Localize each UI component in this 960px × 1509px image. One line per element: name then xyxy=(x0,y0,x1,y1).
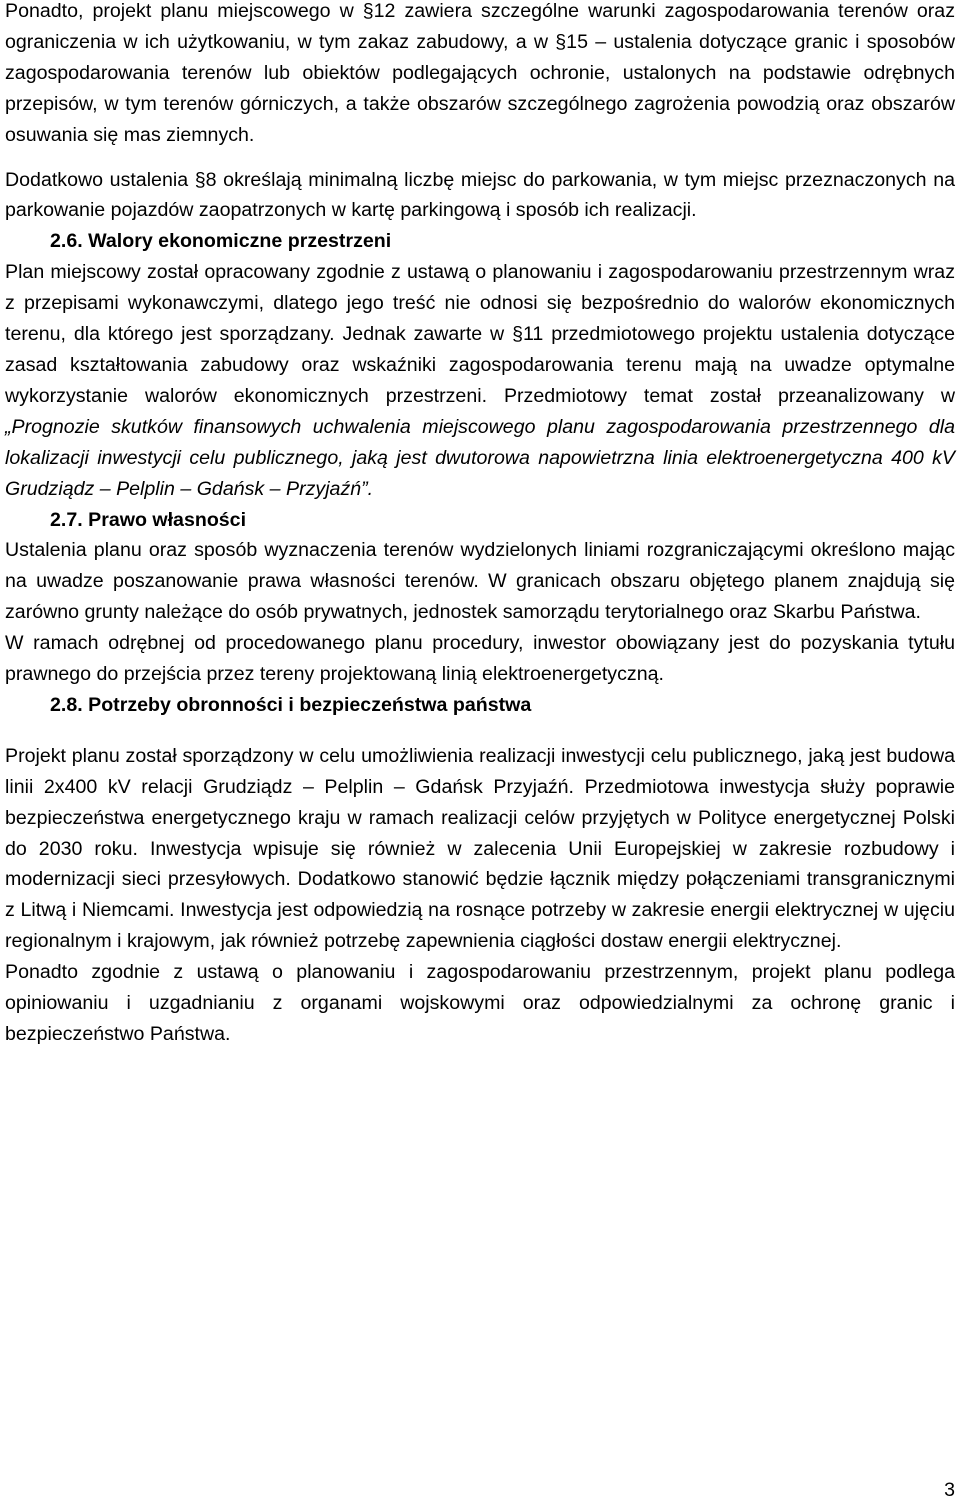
section-heading-2-6: 2.6. Walory ekonomiczne przestrzeni xyxy=(50,230,392,253)
paragraph-ownership: Ustalenia planu oraz sposób wyznaczenia terenów wydzielonych liniami rozgraniczającymi określono mając na uwadze poszanowanie prawa własności terenów. W granicach obszaru objętego planem znajdują się zarówno grunty należące do osób prywatnych, jednostek samorządu terytorialnego oraz Skarbu Państwa. xyxy=(5,539,955,624)
section-heading-2-7: 2.7. Prawo własności xyxy=(50,508,247,531)
paragraph-military-consultation: Ponadto zgodnie z ustawą o planowaniu i zagospodarowaniu przestrzennym, projekt planu podlega opiniowaniu i uzgadnianiu z organami wojskowymi oraz odpowiedzialnymi za ochronę granic i bezpieczeństwo Państwa. xyxy=(5,961,955,1045)
page-number: 3 xyxy=(944,1479,955,1501)
forecast-title-italic: „Prognozie skutków finansowych uchwalenia miejscowego planu zagospodarowania przestrzennego dla lokalizacji inwestycji celu publicznego, jaką jest dwutorowa napowietrzna linia elektroenergetyczna 400 kV Grudziądz – Pelplin – Gdańsk – Przyjaźń”. xyxy=(5,415,955,500)
paragraph-economic-values xyxy=(5,257,955,504)
section-heading-2-8: 2.8. Potrzeby obronności i bezpieczeństwa państwa xyxy=(50,693,532,716)
document-page xyxy=(5,0,955,1050)
paragraph-parking: Dodatkowo ustalenia §8 określają minimalną liczbę miejsc do parkowania, w tym miejsc przeznaczonych na parkowanie pojazdów zaopatrzonych w kartę parkingową i sposób ich realizacji. xyxy=(5,168,955,222)
paragraph-legal-title: W ramach odrębnej od procedowanego planu procedury, inwestor obowiązany jest do pozyskania tytułu prawnego do przejścia przez tereny projektowaną linią elektroenergetyczną. xyxy=(5,632,955,686)
economic-values-text: Plan miejscowy został opracowany zgodnie z ustawą o planowaniu i zagospodarowaniu przestrzennym wraz z przepisami wykonawczymi, dlatego jego treść nie odnosi się bezpośrednio do walorów ekonomicznych terenu, dla którego jest sporządzany. Jednak zawarte w §11 przedmiotowego projektu ustalenia dotyczące zasad kształtowania zabudowy oraz wskaźniki zagospodarowania terenu mają na uwadze optymalne wykorzystanie walorów ekonomicznych przestrzeni. Przedmiotowy temat został przeanalizowany w xyxy=(5,261,955,407)
paragraph-planning-conditions: Ponadto, projekt planu miejscowego w §12 zawiera szczególne warunki zagospodarowania terenów oraz ograniczenia w ich użytkowaniu, w tym zakaz zabudowy, a w §15 – ustalenia dotyczące granic i sposobów zagospodarowania terenów lub obiektów podlegających ochronie, ustalonych na podstawie odrębnych przepisów, w tym terenów górniczych, a także obszarów szczególnego zagrożenia powodzią oraz obszarów osuwania się mas ziemnych. xyxy=(5,0,955,146)
paragraph-defense-needs: Projekt planu został sporządzony w celu umożliwienia realizacji inwestycji celu publicznego, jaką jest budowa linii 2x400 kV relacji Grudziądz – Pelplin – Gdańsk Przyjaźń. Przedmiotowa inwestycja służy poprawie bezpieczeństwa energetycznego kraju w ramach realizacji celów przyjętych w Polityce energetycznej Polski do 2030 roku. Inwestycja wpisuje się również w zalecenia Unii Europejskiej w zakresie rozbudowy i modernizacji sieci przesyłowych. Dodatkowo stanowić będzie łącznik między połączeniami transgranicznymi z Litwą i Niemcami. Inwestycja jest odpowiedzią na rosnące potrzeby w zakresie energii elektrycznej w ujęciu regionalnym i krajowym, jak również potrzebę zapewnienia ciągłości dostaw energii elektrycznej. xyxy=(5,744,955,953)
